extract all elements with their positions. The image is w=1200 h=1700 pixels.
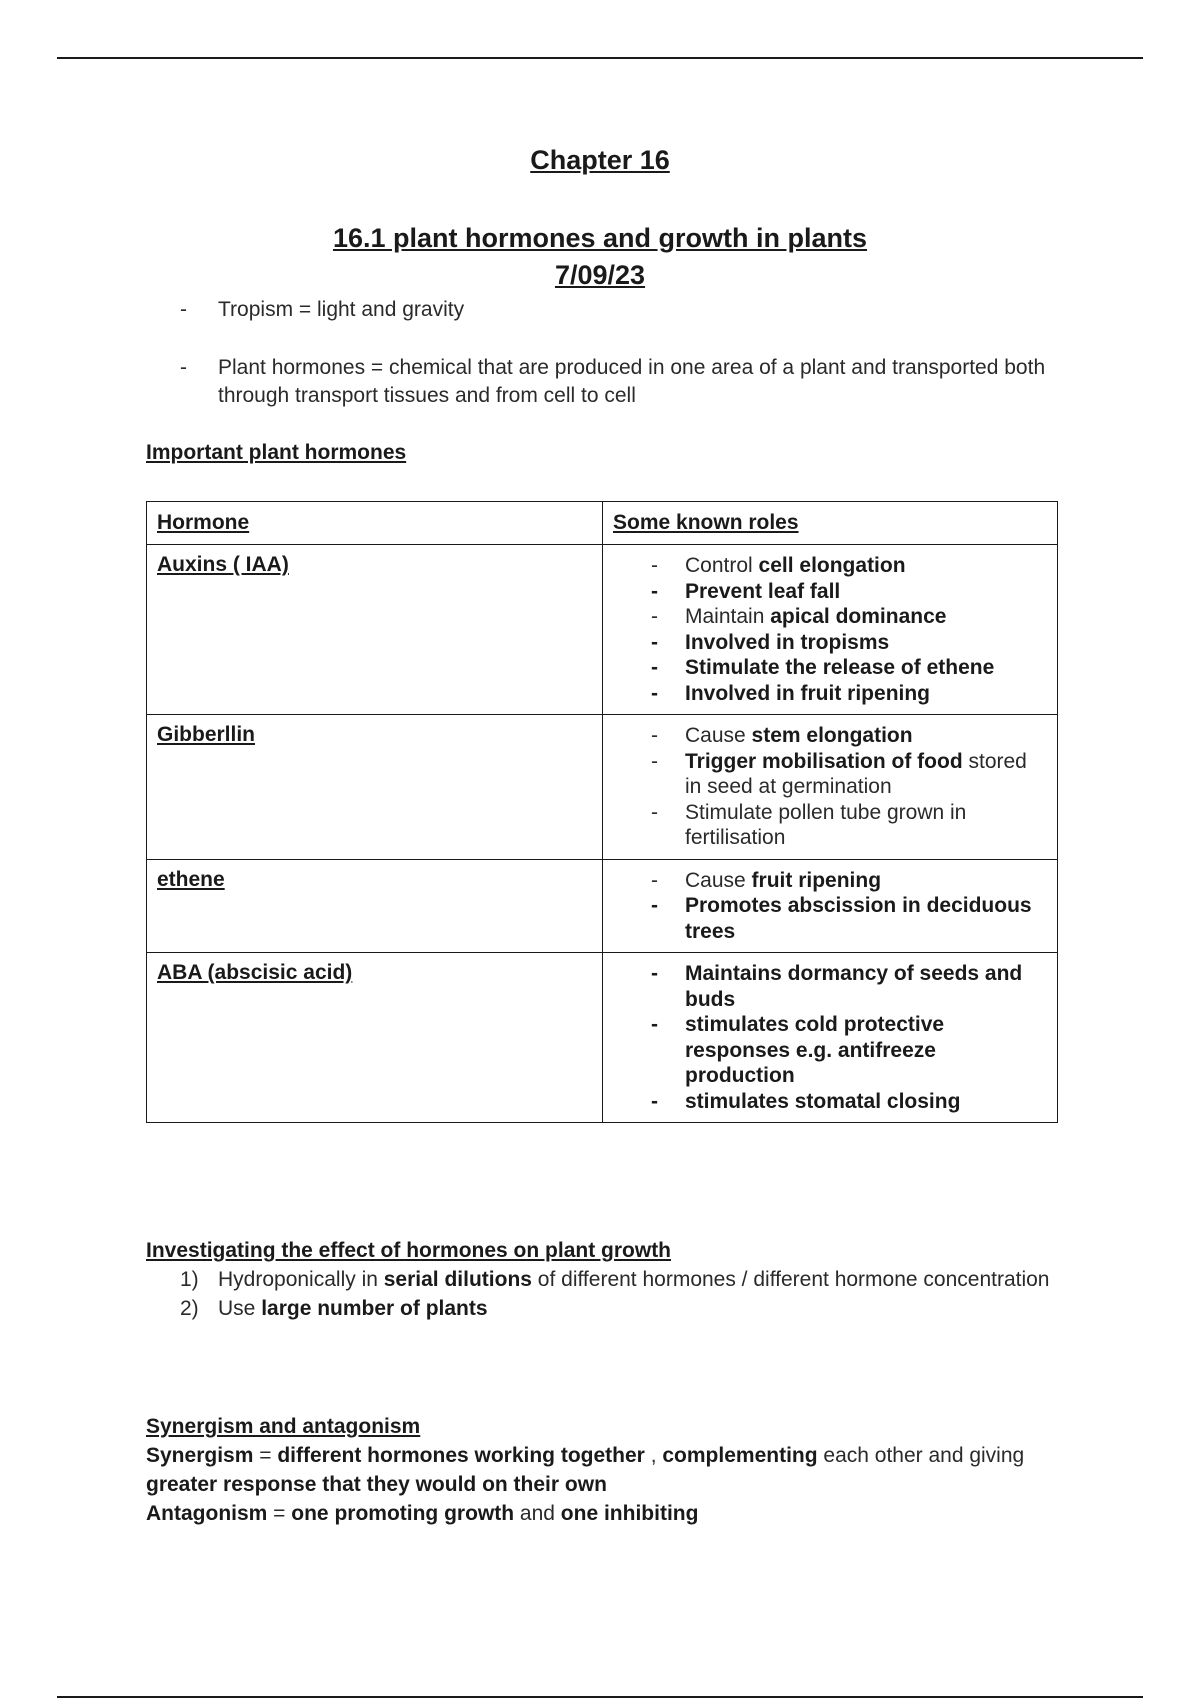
intro-item-tropism xyxy=(180,296,1080,324)
bullet-marker: - xyxy=(651,656,658,679)
intro-list xyxy=(180,296,1080,410)
role-item xyxy=(613,1089,1047,1115)
role-item xyxy=(613,800,1047,851)
bold-text: Maintains dormancy of seeds and buds xyxy=(685,962,1023,1011)
intro-item-plant-hormones xyxy=(180,354,1080,410)
chapter-title: Chapter 16 xyxy=(530,145,670,175)
role-item xyxy=(613,893,1047,944)
bullet-marker: - xyxy=(651,724,658,747)
role-item xyxy=(613,961,1047,1012)
roles-list xyxy=(613,553,1047,706)
roles-list xyxy=(613,723,1047,851)
bold-text: fruit ripening xyxy=(751,868,882,892)
bullet-marker: - xyxy=(651,749,658,773)
section-title: 16.1 plant hormones and growth in plants xyxy=(332,223,868,253)
important-heading: Important plant hormones xyxy=(146,441,407,464)
bottom-rule xyxy=(57,1696,1143,1698)
bold-text: stimulates stomatal closing xyxy=(685,1089,961,1113)
bold-text: Stimulate the release of ethene xyxy=(685,656,995,679)
role-item xyxy=(613,630,1047,656)
bullet-marker: - xyxy=(651,630,658,654)
role-item xyxy=(613,604,1047,630)
table-row xyxy=(147,953,1058,1123)
bullet-marker: - xyxy=(651,868,658,892)
bold-text: greater response that they would on their own xyxy=(146,1473,607,1496)
bold-text: Antagonism xyxy=(146,1502,268,1525)
role-item xyxy=(613,868,1047,894)
table-row xyxy=(147,715,1058,860)
investigating-list xyxy=(180,1265,1080,1323)
investigating-heading: Investigating the effect of hormones on plant growth xyxy=(146,1239,672,1262)
bold-text: Prevent leaf fall xyxy=(685,579,841,603)
bullet-marker: - xyxy=(651,1089,658,1113)
table-body xyxy=(147,545,1058,1123)
section-title-block xyxy=(0,220,1200,294)
numbered-item xyxy=(180,1294,1080,1323)
hormone-name-cell xyxy=(147,715,603,860)
roles-cell xyxy=(603,545,1058,715)
bold-text: one promoting growth xyxy=(291,1502,515,1525)
bullet-marker: - xyxy=(651,681,658,705)
hormone-name-cell xyxy=(147,545,603,715)
text-run: and xyxy=(514,1502,561,1525)
definition-line xyxy=(146,1441,1066,1499)
roles-cell xyxy=(603,859,1058,953)
intro-item-text: Plant hormones = chemical that are produced in one area of a plant and transported both through transport tissues and from cell to cell xyxy=(218,356,1046,407)
hormone-name: ethene xyxy=(157,867,225,891)
bullet-marker: - xyxy=(180,356,187,379)
role-item xyxy=(613,723,1047,749)
text-run: stored in seed at germination xyxy=(685,749,1027,798)
role-item xyxy=(613,579,1047,605)
text-run: = xyxy=(267,1502,292,1525)
header-roles: Some known roles xyxy=(603,502,1058,545)
hormone-name: Gibberllin xyxy=(157,723,256,746)
roles-list xyxy=(613,868,1047,945)
synergism-heading: Synergism and antagonism xyxy=(146,1415,421,1438)
bold-text: large number of plants xyxy=(261,1297,488,1320)
roles-cell xyxy=(603,715,1058,860)
role-item xyxy=(613,1012,1047,1089)
numbered-item xyxy=(180,1265,1080,1294)
hormone-name: Auxins ( IAA) xyxy=(157,553,289,576)
bullet-marker: - xyxy=(651,605,658,628)
bullet-marker: - xyxy=(180,298,187,321)
text-run: = xyxy=(253,1444,278,1467)
bold-text: serial dilutions xyxy=(383,1268,532,1291)
bullet-marker: - xyxy=(651,894,658,917)
intro-item-text: Tropism = light and gravity xyxy=(218,298,465,321)
bold-text: Promotes abscission in deciduous trees xyxy=(685,894,1032,943)
header-hormone: Hormone xyxy=(147,502,603,545)
hormones-table xyxy=(146,501,1058,1123)
item-number: 2) xyxy=(180,1297,199,1320)
text-run: of different hormones / different hormone concentration xyxy=(531,1268,1050,1291)
hormone-name: ABA (abscisic acid) xyxy=(157,961,353,984)
bold-text: Involved in fruit ripening xyxy=(685,681,931,705)
synergism-paragraph xyxy=(146,1441,1066,1528)
role-item xyxy=(613,749,1047,800)
bullet-marker: - xyxy=(651,800,658,824)
bold-text: stem elongation xyxy=(751,724,913,747)
definition-line xyxy=(146,1499,1066,1528)
bullet-marker: - xyxy=(651,1013,658,1036)
item-number: 1) xyxy=(180,1268,199,1291)
text-run: Control xyxy=(685,554,759,577)
text-run: Stimulate pollen tube grown in fertilisation xyxy=(685,800,967,849)
text-run: Use xyxy=(218,1297,262,1320)
text-run: Cause xyxy=(685,868,752,892)
bold-text: Trigger mobilisation of food xyxy=(685,749,963,773)
bold-text: cell elongation xyxy=(758,554,906,577)
bold-text: Synergism xyxy=(146,1444,254,1467)
bold-text: different hormones working together xyxy=(277,1444,645,1467)
text-run: Cause xyxy=(685,724,752,747)
hormone-name-cell xyxy=(147,859,603,953)
bold-text: one inhibiting xyxy=(560,1502,699,1525)
bold-text: complementing xyxy=(662,1444,818,1467)
hormone-name-cell xyxy=(147,953,603,1123)
text-run: , xyxy=(644,1444,663,1467)
role-item xyxy=(613,553,1047,579)
bullet-marker: - xyxy=(651,579,658,603)
bullet-marker: - xyxy=(651,962,658,985)
table-row xyxy=(147,545,1058,715)
text-run: Hydroponically in xyxy=(218,1268,384,1291)
role-item xyxy=(613,655,1047,681)
role-item xyxy=(613,681,1047,707)
section-date: 7/09/23 xyxy=(554,260,646,290)
bold-text: Involved in tropisms xyxy=(685,630,890,654)
bullet-marker: - xyxy=(651,554,658,577)
bold-text: stimulates cold protective responses e.g. antifreeze production xyxy=(685,1013,945,1087)
text-run: each other and giving xyxy=(817,1444,1025,1467)
text-run: Maintain xyxy=(685,605,771,628)
table-row xyxy=(147,859,1058,953)
bold-text: apical dominance xyxy=(770,605,947,628)
table-header-row xyxy=(147,502,1058,545)
roles-list xyxy=(613,961,1047,1114)
top-rule xyxy=(57,57,1143,59)
roles-cell xyxy=(603,953,1058,1123)
